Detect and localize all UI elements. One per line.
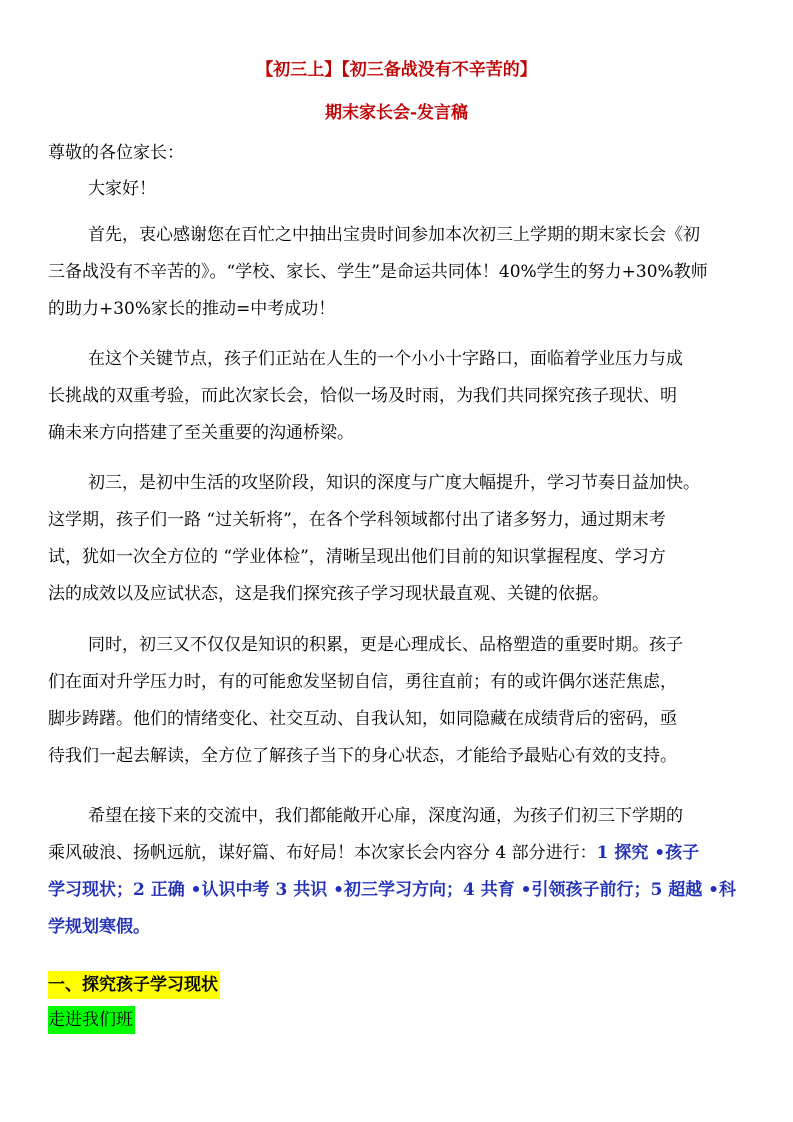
- paragraph-line: 法的成效以及应试状态，这是我们探究孩子学习现状最直观、关键的依据。: [48, 584, 609, 604]
- agenda-item-1: 1 探究 •孩子: [596, 843, 700, 863]
- paragraph-line: 长挑战的双重考验，而此次家长会，恰似一场及时雨，为我们共同探究孩子现状、明: [48, 386, 677, 406]
- sub-heading-our-class: 走进我们班: [48, 1006, 135, 1034]
- paragraph-line: 初三，是初中生活的攻坚阶段，知识的深度与广度大幅提升，学习节奏日益加快。: [88, 473, 700, 493]
- paragraph-line: 首先，衷心感谢您在百忙之中抽出宝贵时间参加本次初三上学期的期末家长会《初: [88, 225, 700, 245]
- paragraph-line: 待我们一起去解读，全方位了解孩子当下的身心状态，才能给予最贴心有效的支持。: [48, 746, 677, 766]
- agenda-items: 学习现状；2 正确 •认识中考 3 共识 •初三学习方向；4 共育 •引领孩子前行；5 超越 •科: [48, 880, 737, 900]
- paragraph-line: 这学期，孩子们一路 “过关斩将”，在各个学科领域都付出了诸多努力，通过期末考: [48, 510, 666, 530]
- paragraph-line: 们在面对升学压力时，有的可能愈发坚韧自信，勇往直前；有的或许偶尔迷茫焦虑，: [48, 672, 677, 692]
- paragraph-grade-nine: [48, 471, 748, 619]
- paragraph-line: 确未来方向搭建了至关重要的沟通桥梁。: [48, 423, 354, 443]
- paragraph-line: 的助力+30%家长的推动=中考成功！: [48, 299, 336, 319]
- paragraph-line: 试，犹如一次全方位的 “学业体检”，清晰呈现出他们目前的知识掌握程度、学习方: [48, 547, 666, 567]
- paragraph-line: 希望在接下来的交流中，我们都能敞开心扉，深度沟通，为孩子们初三下学期的: [88, 806, 683, 826]
- agenda-intro: 乘风破浪、扬帆远航，谋好篇、布好局！本次家长会内容分 4 部分进行：: [48, 843, 597, 863]
- paragraph-agenda: [48, 804, 748, 952]
- paragraph-line: 三备战没有不辛苦的》。“学校、家长、学生”是命运共同体！40%学生的努力+30%教师: [48, 262, 708, 282]
- section-heading-1: 一、探究孩子学习现状: [48, 971, 220, 999]
- paragraph-growth: [48, 633, 748, 781]
- agenda-items-end: 学规划寒假。: [48, 917, 150, 937]
- document-title-line2: 期末家长会-发言稿: [324, 103, 469, 123]
- paragraph-thanks: [48, 223, 748, 334]
- paragraph-line: 同时，初三又不仅仅是知识的积累，更是心理成长、品格塑造的重要时期。孩子: [88, 635, 683, 655]
- paragraph-line: [48, 841, 748, 865]
- hello-text: 大家好！: [88, 179, 156, 199]
- salutation: 尊敬的各位家长：: [48, 143, 184, 163]
- paragraph-crossroads: [48, 347, 748, 458]
- paragraph-line: 在这个关键节点，孩子们正站在人生的一个小小十字路口，面临着学业压力与成: [88, 349, 683, 369]
- document-title-line1: 【初三上】【初三备战没有不辛苦的】: [256, 60, 537, 80]
- opening-greeting: [48, 177, 788, 214]
- paragraph-line: 脚步踌躇。他们的情绪变化、社交互动、自我认知，如同隐藏在成绩背后的密码，亟: [48, 709, 677, 729]
